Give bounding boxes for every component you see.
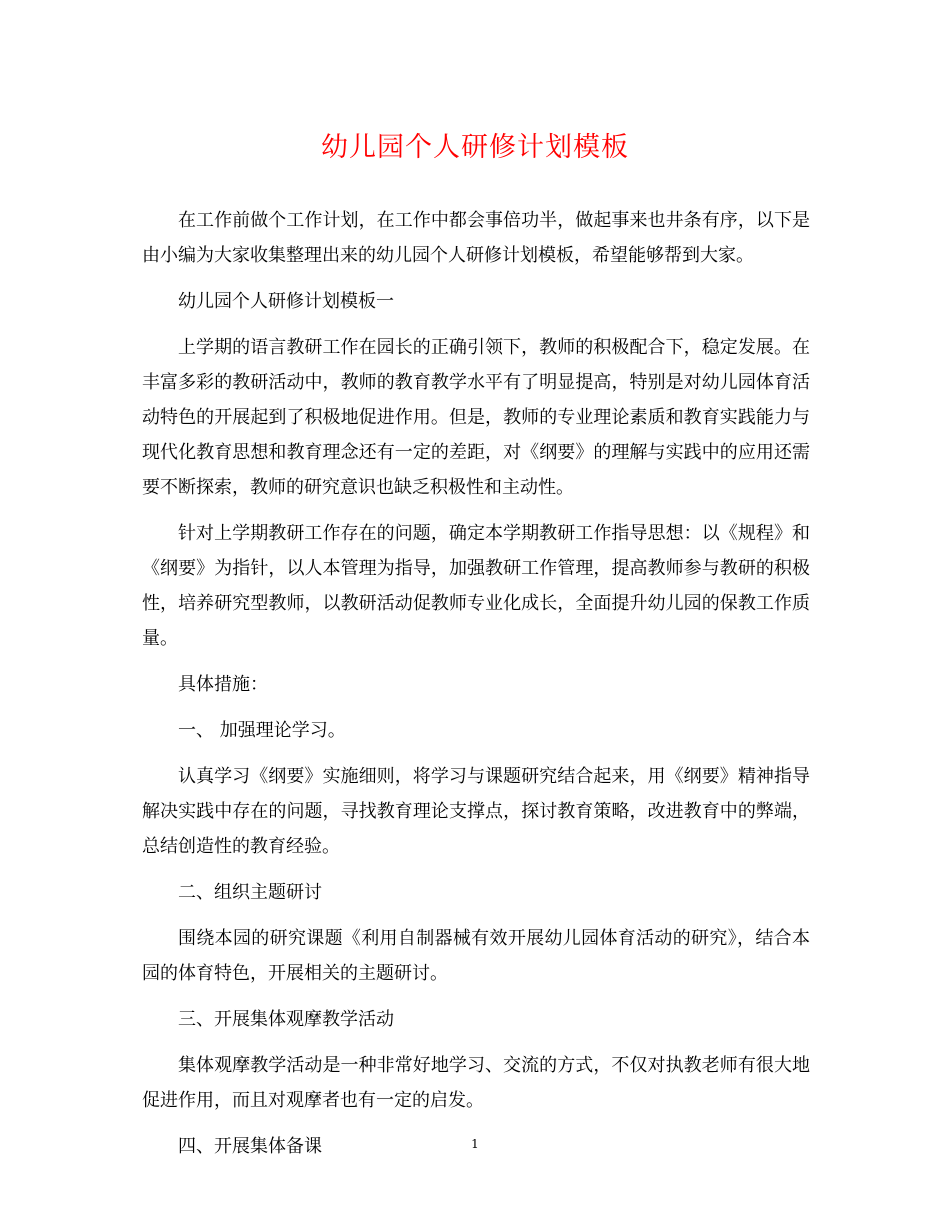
page-number: 1 (471, 1137, 479, 1151)
document-body (142, 203, 810, 1175)
document-title: 幼儿园个人研修计划模板 (321, 132, 629, 163)
paragraph-section-heading: 幼儿园个人研修计划模板一 (178, 291, 394, 312)
paragraph-item-1-heading: 一、 加强理论学习。 (178, 720, 346, 741)
paragraph-item-2-text: 围绕本园的研究课题《利用自制器械有效开展幼儿园体育活动的研究》，结合本园的体育特色，开展相关的主题研讨。 (142, 928, 810, 984)
paragraph-guiding-idea: 针对上学期教研工作存在的问题，确定本学期教研工作指导思想：以《规程》和《纲要》为指针，以人本管理为指导，加强教研工作管理，提高教师参与教研的积极性，培养研究型教师，以教研活动促教师专业化成长，全面提升幼儿园的保教工作质量。 (142, 523, 810, 649)
paragraph-item-1-text: 认真学习《纲要》实施细则，将学习与课题研究结合起来，用《纲要》精神指导解决实践中存在的问题，寻找教育理论支撑点，探讨教育策略，改进教育中的弊端，总结创造性的教育经验。 (142, 766, 810, 857)
paragraph-item-2-heading: 二、组织主题研讨 (178, 882, 322, 903)
paragraph-measures-heading: 具体措施： (178, 674, 268, 695)
paragraph-item-4-heading: 四、开展集体备课 (178, 1136, 322, 1157)
paragraph-background: 上学期的语言教研工作在园长的正确引领下，教师的积极配合下，稳定发展。在丰富多彩的教研活动中，教师的教育教学水平有了明显提高，特别是对幼儿园体育活动特色的开展起到了积极地促进作用。但是，教师的专业理论素质和教育实践能力与现代化教育思想和教育理念还有一定的差距，对《纲要》的理解与实践中的应用还需要不断探索，教师的研究意识也缺乏积极性和主动性。 (142, 337, 810, 498)
paragraph-item-3-heading: 三、开展集体观摩教学活动 (178, 1009, 394, 1030)
paragraph-intro: 在工作前做个工作计划，在工作中都会事倍功半，做起事来也井条有序，以下是由小编为大家收集整理出来的幼儿园个人研修计划模板，希望能够帮到大家。 (142, 210, 810, 266)
paragraph-item-3-text: 集体观摩教学活动是一种非常好地学习、交流的方式，不仅对执教老师有很大地促进作用，而且对观摩者也有一定的启发。 (142, 1055, 810, 1111)
